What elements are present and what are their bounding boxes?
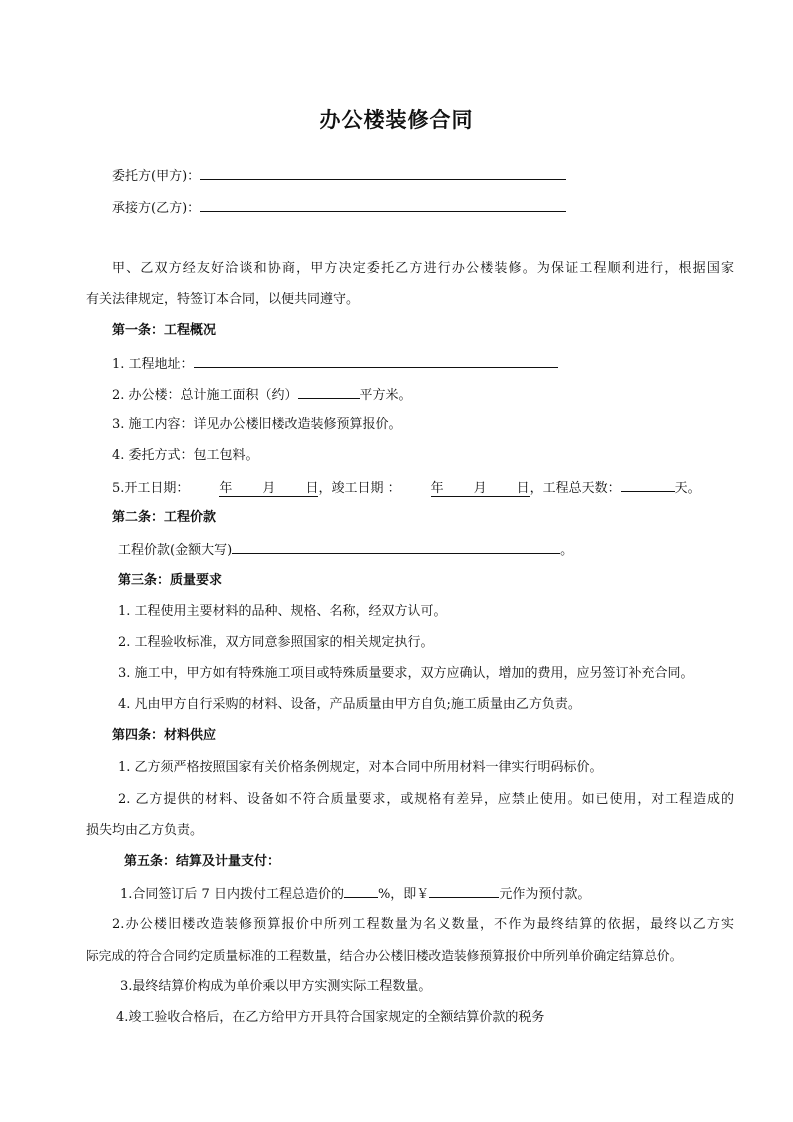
end-date-blank[interactable]: 年 月 日 — [430, 481, 530, 496]
article1-item3: 3. 施工内容：详见办公楼旧楼改造装修预算报价。 — [112, 417, 402, 432]
article5-item2-line1: 2.办公楼旧楼改造装修预算报价中所列工程数量为名义数量，不作为最终结算的依据，最终以乙方实 — [112, 917, 734, 932]
prepay-percent-blank[interactable] — [344, 884, 378, 898]
article3-item3: 3. 施工中，甲方如有特殊施工项目或特殊质量要求，双方应确认，增加的费用，应另签订补充合同。 — [118, 666, 694, 681]
article3-heading: 第三条：质量要求 — [118, 573, 223, 588]
prepay-amount-blank[interactable] — [429, 884, 499, 898]
article1-item1 — [112, 354, 558, 374]
article4-item2-line2: 损失均由乙方负责。 — [86, 823, 204, 838]
client-label: 委托方(甲方)： — [112, 169, 201, 184]
article3-item2: 2. 工程验收标准，双方同意参照国家的相关规定执行。 — [118, 635, 434, 650]
contractor-blank[interactable] — [200, 198, 566, 212]
contractor-label: 承接方(乙方)： — [112, 201, 201, 216]
area-label: 2. 办公楼：总计施工面积（约） — [112, 388, 298, 403]
page-title: 办公楼装修合同 — [319, 107, 474, 132]
total-days-label: ，工程总天数： — [529, 481, 621, 496]
article1-item5 — [112, 478, 701, 498]
intro-line-2: 有关法律规定，特签订本合同，以便共同遵守。 — [86, 292, 360, 307]
address-label: 1. 工程地址： — [112, 357, 194, 372]
article4-item2-line1: 2. 乙方提供的材料、设备如不符合质量要求，或规格有差异，应禁止使用。如已使用，对工程造成的 — [118, 792, 734, 807]
client-blank[interactable] — [200, 166, 566, 180]
price-label: 工程价款(金额大写) — [118, 543, 233, 558]
article5-item2-line2: 际完成的符合合同约定质量标准的工程数量，结合办公楼旧楼改造装修预算报价中所列单价确定结算总价。 — [86, 948, 683, 963]
article3-item4: 4. 凡由甲方自行采购的材料、设备，产品质量由甲方自负;施工质量由乙方负责。 — [118, 697, 581, 712]
article1-item2 — [112, 385, 412, 405]
contractor-line — [112, 198, 566, 218]
end-date-label: ，竣工日期 ： — [318, 481, 401, 496]
article3-item1: 1. 工程使用主要材料的品种、规格、名称，经双方认可。 — [118, 604, 447, 619]
intro-line-1: 甲、乙双方经友好洽谈和协商，甲方决定委托乙方进行办公楼装修。为保证工程顺利进行，根据国家 — [112, 261, 734, 276]
client-line — [112, 166, 566, 186]
days-unit: 天。 — [674, 481, 701, 496]
address-blank[interactable] — [194, 354, 558, 368]
article5-item1: 1.合同签订后 7 日内拨付工程总造价的 %，即￥ 元作为预付款。 — [120, 884, 590, 904]
article5-heading: 第五条：结算及计量支付： — [124, 854, 281, 869]
article5-item3: 3.最终结算价构成为单价乘以甲方实测实际工程数量。 — [120, 979, 432, 994]
start-date-blank[interactable]: 年 月 日 — [219, 481, 319, 496]
article4-heading: 第四条：材料供应 — [112, 728, 217, 743]
total-days-blank[interactable] — [621, 478, 675, 492]
article5-item4: 4.竣工验收合格后，在乙方给甲方开具符合国家规定的全额结算价款的税务 — [116, 1010, 545, 1025]
area-unit: 平方米。 — [359, 388, 412, 403]
area-blank[interactable] — [298, 385, 360, 399]
article2-price: 工程价款(金额大写) 。 — [118, 540, 573, 560]
article1-item4: 4. 委托方式：包工包料。 — [112, 448, 259, 463]
start-date-label: 5.开工日期： — [112, 481, 190, 496]
article2-heading: 第二条：工程价款 — [112, 510, 217, 525]
article4-item1: 1. 乙方须严格按照国家有关价格条例规定，对本合同中所用材料一律实行明码标价。 — [118, 760, 603, 775]
price-blank[interactable] — [232, 540, 560, 554]
prepay-label: 1.合同签订后 7 日内拨付工程总造价的 — [120, 887, 344, 902]
article1-heading: 第一条：工程概况 — [112, 323, 217, 338]
